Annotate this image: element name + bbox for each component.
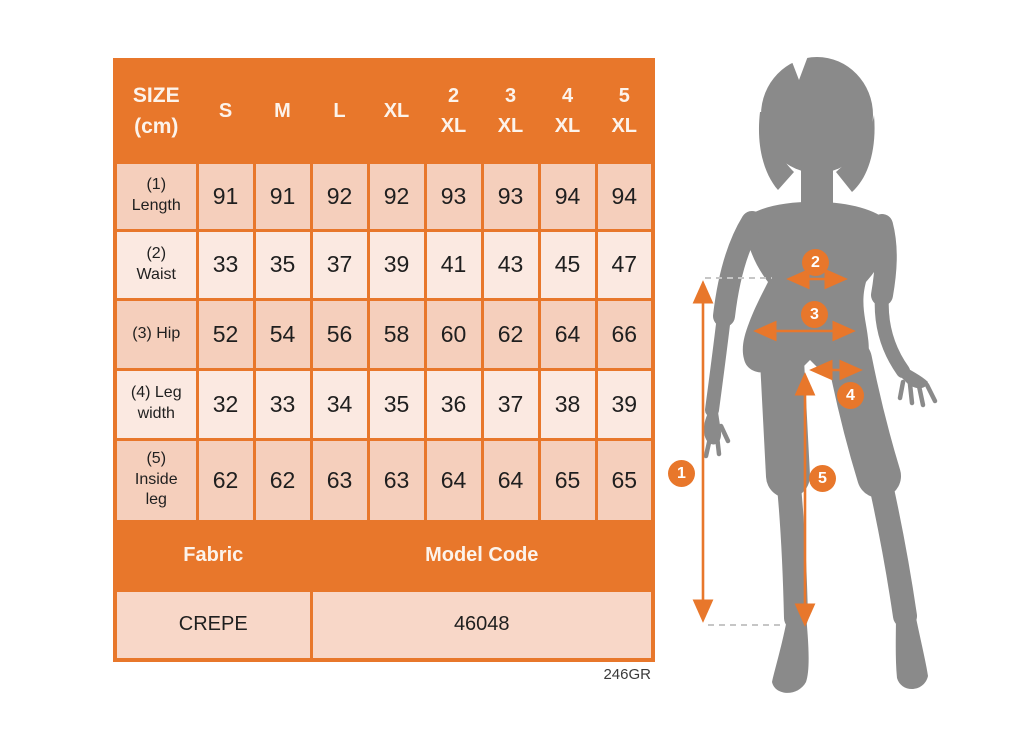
size-value-cell: 62	[482, 299, 539, 369]
row-label: (4) Leg width	[115, 369, 197, 439]
measure-badge-5: 5	[809, 465, 836, 492]
table-row-hip	[115, 299, 653, 369]
col-header-s: S	[197, 60, 254, 162]
woman-silhouette	[704, 54, 935, 693]
size-value-cell: 65	[596, 439, 653, 521]
row-label: (5) Inside leg	[115, 439, 197, 521]
right-thigh	[850, 360, 879, 476]
col-header-2xl: 2 XL	[425, 60, 482, 162]
size-value-cell: 63	[311, 439, 368, 521]
product-code: 246GR	[603, 666, 651, 683]
size-value-cell: 92	[368, 162, 425, 230]
size-value-cell: 41	[425, 230, 482, 299]
size-value-cell: 64	[482, 439, 539, 521]
table-row-leg-width	[115, 369, 653, 439]
fabric-header: Fabric	[115, 521, 311, 590]
size-value-cell: 35	[254, 230, 311, 299]
size-value-cell: 32	[197, 369, 254, 439]
right-fingers	[900, 382, 935, 405]
col-header-m: M	[254, 60, 311, 162]
fabric-value: CREPE	[115, 590, 311, 660]
size-value-cell: 63	[368, 439, 425, 521]
size-value-cell: 38	[539, 369, 596, 439]
col-header-4xl: 4 XL	[539, 60, 596, 162]
right-forearm	[882, 295, 903, 371]
size-unit-header: SIZE (cm)	[115, 60, 197, 162]
size-value-cell: 64	[539, 299, 596, 369]
size-value-cell: 62	[197, 439, 254, 521]
row-label: (3) Hip	[115, 299, 197, 369]
left-thigh	[782, 360, 788, 476]
size-value-cell: 33	[254, 369, 311, 439]
measure-badge-1: 1	[668, 460, 695, 487]
table-footer-value-row	[115, 590, 653, 660]
size-value-cell: 43	[482, 230, 539, 299]
table-footer-header-row	[115, 521, 653, 590]
size-value-cell: 64	[425, 439, 482, 521]
size-value-cell: 34	[311, 369, 368, 439]
row-label: (2) Waist	[115, 230, 197, 299]
body-silhouette-figure	[660, 20, 1020, 720]
col-header-l: L	[311, 60, 368, 162]
right-foot	[896, 608, 928, 689]
size-value-cell: 33	[197, 230, 254, 299]
right-upper-arm	[882, 225, 886, 295]
size-value-cell: 92	[311, 162, 368, 230]
size-value-cell: 91	[254, 162, 311, 230]
size-value-cell: 37	[311, 230, 368, 299]
size-value-cell: 35	[368, 369, 425, 439]
table-row-inside-leg	[115, 439, 653, 521]
size-value-cell: 52	[197, 299, 254, 369]
size-value-cell: 56	[311, 299, 368, 369]
size-value-cell: 36	[425, 369, 482, 439]
size-value-cell: 93	[482, 162, 539, 230]
size-value-cell: 58	[368, 299, 425, 369]
size-value-cell: 91	[197, 162, 254, 230]
right-calf	[879, 476, 905, 616]
table-header-row	[115, 60, 653, 162]
size-value-cell: 39	[368, 230, 425, 299]
size-value-cell: 94	[539, 162, 596, 230]
size-value-cell: 37	[482, 369, 539, 439]
size-value-cell: 39	[596, 369, 653, 439]
row-label: (1) Length	[115, 162, 197, 230]
left-forearm	[712, 316, 724, 410]
col-header-5xl: 5 XL	[596, 60, 653, 162]
size-value-cell: 47	[596, 230, 653, 299]
size-table	[113, 58, 655, 662]
size-value-cell: 62	[254, 439, 311, 521]
left-upper-arm	[724, 222, 752, 316]
measure-badge-4: 4	[837, 382, 864, 409]
table-row-length	[115, 162, 653, 230]
size-value-cell: 65	[539, 439, 596, 521]
col-header-xl: XL	[368, 60, 425, 162]
measurement-diagram	[660, 20, 1020, 720]
size-value-cell: 54	[254, 299, 311, 369]
col-header-3xl: 3 XL	[482, 60, 539, 162]
left-calf	[788, 476, 796, 618]
size-value-cell: 94	[596, 162, 653, 230]
size-value-cell: 60	[425, 299, 482, 369]
model-code-value: 46048	[311, 590, 653, 660]
size-value-cell: 93	[425, 162, 482, 230]
model-code-header: Model Code	[311, 521, 653, 590]
size-value-cell: 45	[539, 230, 596, 299]
measure-badge-3: 3	[801, 301, 828, 328]
size-value-cell: 66	[596, 299, 653, 369]
measure-badge-2: 2	[802, 249, 829, 276]
table-row-waist	[115, 230, 653, 299]
